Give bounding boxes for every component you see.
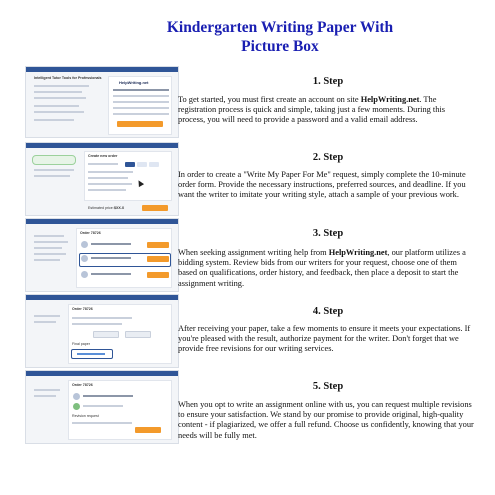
order-number: Order 78726	[72, 383, 93, 387]
step2-screenshot	[25, 142, 179, 216]
screenshot-header-bar	[26, 219, 178, 224]
step5-screenshot	[25, 370, 179, 444]
signup-button[interactable]	[117, 121, 163, 127]
step5-text: When you opt to write an assignment online with us, you can request multiple revisions to ensure your satisfaction. We stand by our promise to provide original, high-quality content - if plagiarized, we offer a full refund. Choose us confidently, knowing that your needs will be fully met.	[178, 400, 474, 440]
step4-screenshot	[25, 294, 179, 368]
step1-screenshot	[25, 66, 179, 138]
step1-heading: 1. Step	[312, 76, 344, 87]
bids-card	[76, 228, 172, 288]
tutor-tools-heading: Intelligent Tutor Tools for Professionals	[34, 76, 102, 80]
order-number: Order 78726	[80, 231, 101, 235]
submit-revision-button[interactable]	[135, 427, 161, 433]
step2-heading: 2. Step	[312, 152, 344, 163]
estimated-price-value: $XX.X	[114, 206, 125, 210]
screenshot-header-bar	[26, 295, 178, 300]
step1-text: To get started, you must first create an account on site HelpWriting.net. The registration process is quick and simple, taking just a few moments. During this process, you will need to provide a password and a valid email address.	[178, 95, 446, 125]
screenshot-header-bar	[26, 143, 178, 148]
page-title: Kindergarten Writing Paper With Picture Box	[166, 19, 394, 55]
status-pill	[32, 155, 76, 165]
create-order-heading: Create new order	[88, 154, 118, 158]
next-step-button[interactable]	[142, 205, 168, 211]
step2-text: In order to create a "Write My Paper For Me" request, simply complete the 10-minute order form. Provide the necessary instructions, preferred sources, and deadline. If you want the writer to imitate your writing style, attach a sample of your previous work.	[178, 170, 466, 200]
step5-heading: 5. Step	[312, 381, 344, 392]
brand-name: HelpWriting.net	[119, 80, 149, 85]
final-paper-label: Final paper	[72, 342, 90, 346]
approve-button[interactable]	[125, 331, 151, 338]
cursor-icon	[136, 179, 144, 187]
signup-form-card	[108, 76, 172, 135]
step3-heading: 3. Step	[312, 228, 344, 239]
screenshot-header-bar	[26, 67, 178, 72]
step4-heading: 4. Step	[312, 306, 344, 317]
request-revision-button[interactable]	[93, 331, 119, 338]
step3-screenshot	[25, 218, 179, 292]
revision-card	[68, 380, 172, 440]
order-review-card	[68, 304, 172, 364]
step3-text: When seeking assignment writing help from HelpWriting.net, our platform utilizes a bidding system. Review bids from our writers for your request, choose one of them based on qualifications, order history, and feedback, then place a deposit to start the assignment writing.	[178, 248, 466, 288]
screenshot-header-bar	[26, 371, 178, 376]
order-form-card	[84, 151, 172, 201]
step4-text: After receiving your paper, take a few moments to ensure it meets your expectations. If you're pleased with the result, authorize payment for the writer. Don't forget that we provide free revisions for our writing services.	[178, 324, 471, 354]
revision-request-label: Revision request	[72, 414, 99, 418]
estimated-price-label: Estimated price:	[88, 206, 114, 210]
order-number: Order 78726	[72, 307, 93, 311]
